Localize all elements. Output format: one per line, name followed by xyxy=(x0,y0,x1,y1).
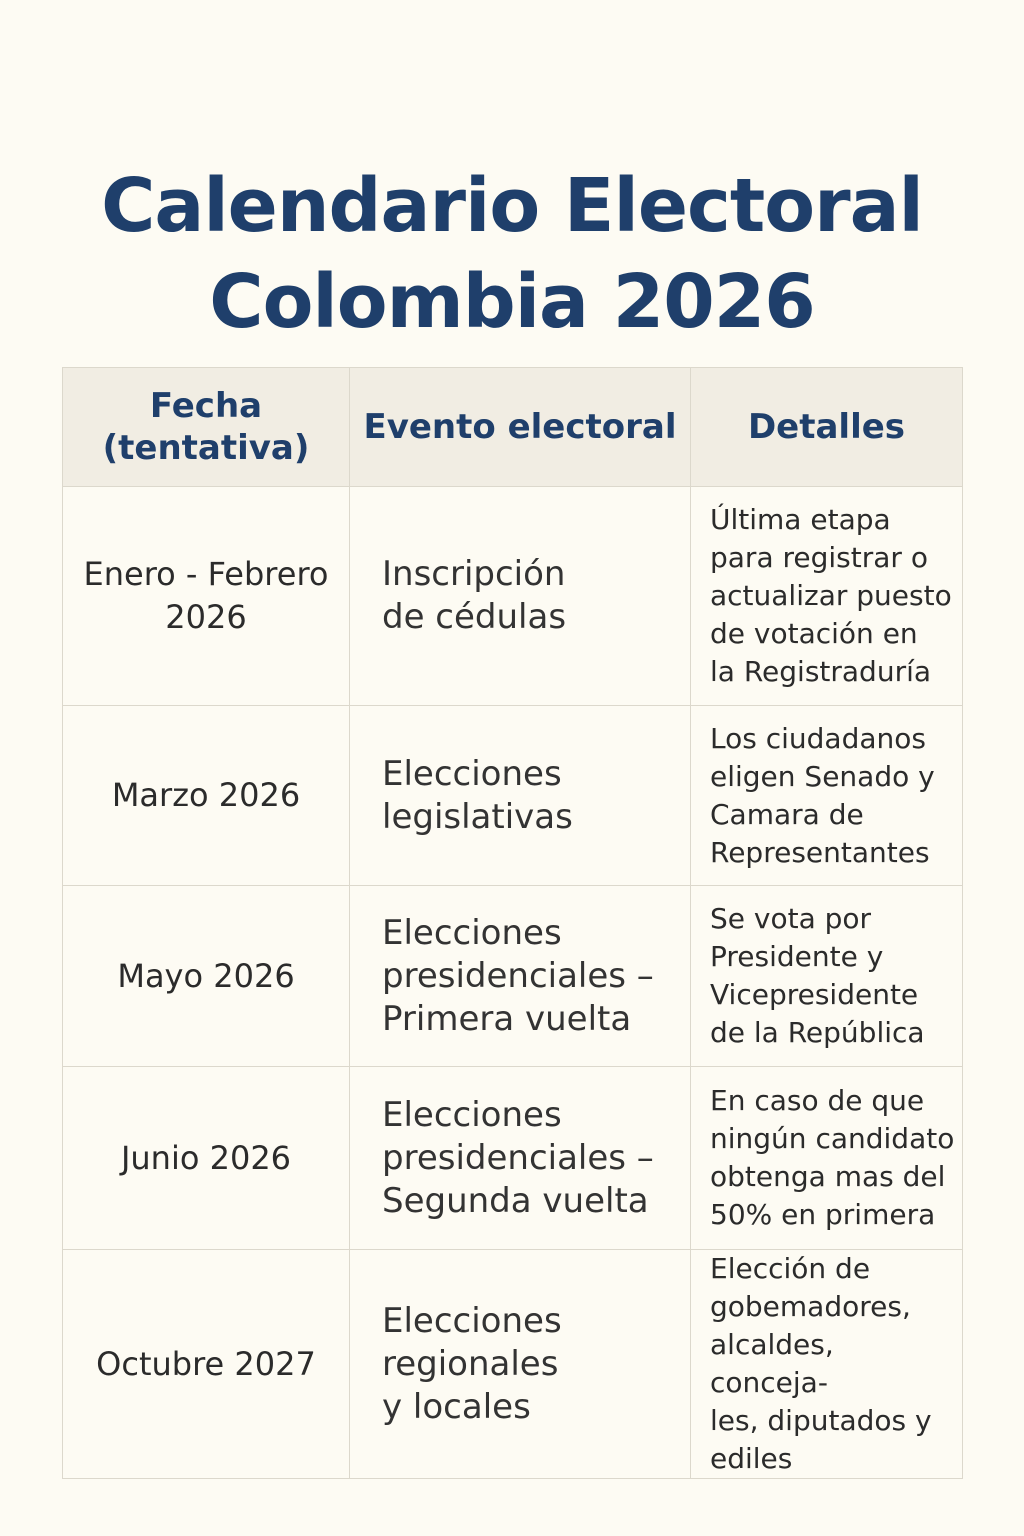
table-row xyxy=(63,487,963,706)
cell-event: Elecciones regionales y locales xyxy=(350,1250,691,1479)
cell-event: Elecciones presidenciales – Segunda vuelta xyxy=(350,1067,691,1250)
cell-date: Octubre 2027 xyxy=(63,1250,350,1479)
cell-details: Se vota por Presidente y Vicepresidente de la República xyxy=(691,886,963,1067)
title-line-1: Calendario Electoral xyxy=(101,162,923,249)
table-row xyxy=(63,706,963,886)
cell-event: Elecciones presidenciales – Primera vuelta xyxy=(350,886,691,1067)
cell-event: Elecciones legislativas xyxy=(350,706,691,886)
electoral-calendar-table xyxy=(62,367,963,1479)
page-title xyxy=(0,158,1024,350)
cell-details: Elección de gobemadores, alcaldes, conceja- les, diputados y ediles xyxy=(691,1250,963,1479)
cell-date: Marzo 2026 xyxy=(63,706,350,886)
table-row xyxy=(63,1250,963,1479)
cell-details: Última etapa para registrar o actualizar puesto de votación en la Registraduría xyxy=(691,487,963,706)
cell-details: Los ciudadanos eligen Senado y Camara de Representantes xyxy=(691,706,963,886)
header-date: Fecha (tentativa) xyxy=(63,368,350,487)
header-details: Detalles xyxy=(691,368,963,487)
cell-date: Enero - Febrero 2026 xyxy=(63,487,350,706)
title-line-2: Colombia 2026 xyxy=(209,258,815,345)
cell-date: Mayo 2026 xyxy=(63,886,350,1067)
cell-date: Junio 2026 xyxy=(63,1067,350,1250)
cell-details: En caso de que ningún candidato obtenga mas del 50% en primera xyxy=(691,1067,963,1250)
table-row xyxy=(63,886,963,1067)
table-row xyxy=(63,1067,963,1250)
cell-event: Inscripción de cédulas xyxy=(350,487,691,706)
table-header-row xyxy=(63,368,963,487)
header-event: Evento electoral xyxy=(350,368,691,487)
